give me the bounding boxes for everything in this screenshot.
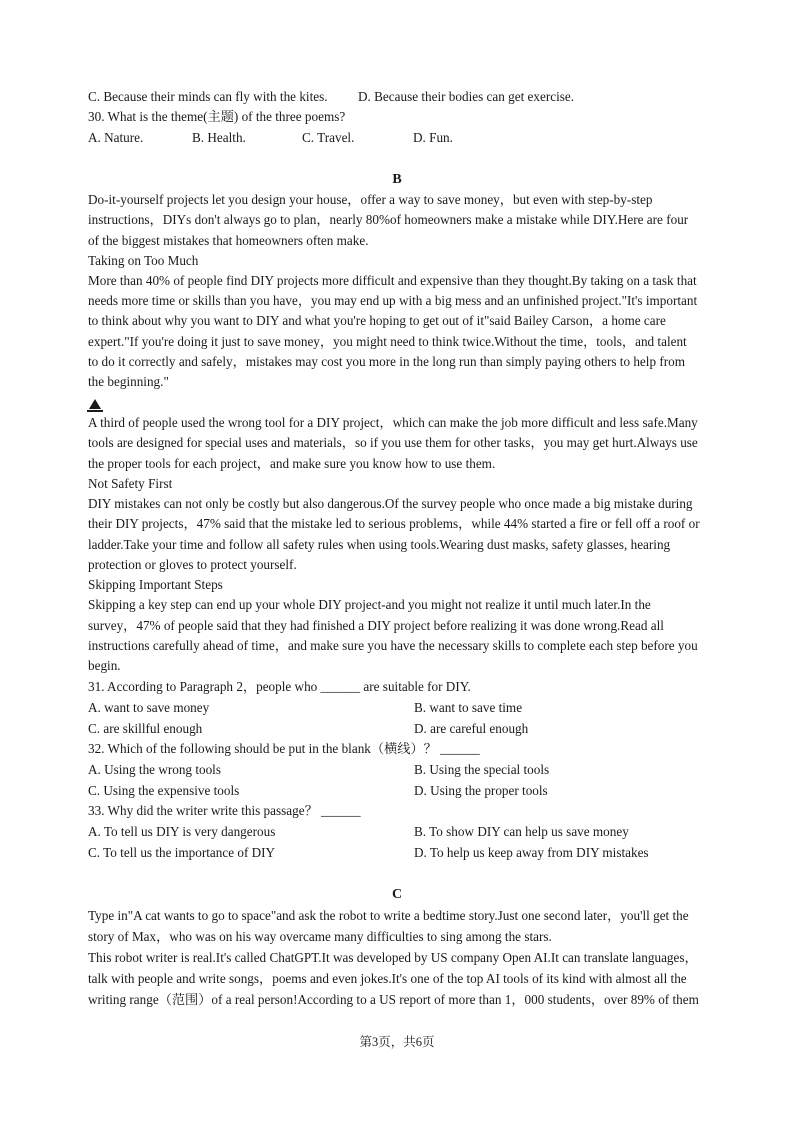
q30-question: 30. What is the theme(主题) of the three poems? bbox=[88, 109, 346, 124]
subheading-taking-on-too-much: Taking on Too Much bbox=[88, 253, 199, 268]
q32-option-d: D. Using the proper tools bbox=[414, 783, 548, 798]
q30-option-a: A. Nature. bbox=[88, 130, 144, 145]
q30-option-b: B. Health. bbox=[192, 130, 246, 145]
q31-option-a: A. want to save money bbox=[88, 700, 210, 715]
page-number: 第3页，共6页 bbox=[359, 1035, 435, 1049]
paragraph-line: instructions carefully ahead of time，and make sure you have the necessary skills to complete each step before you bbox=[88, 638, 698, 653]
paragraph-line: Skipping a key step can end up your whole DIY project-and you might not realize it until much later.In the bbox=[88, 597, 651, 612]
paragraph-line: Type in"A cat wants to go to space"and ask the robot to write a bedtime story.Just one second later，you'll get the bbox=[88, 908, 689, 923]
paragraph-line: to think about why you want to DIY and what you're hoping to get out of it"said Bailey Carson，a home care bbox=[88, 313, 666, 328]
q32-question: 32. Which of the following should be put in the blank（横线）？ ______ bbox=[88, 741, 480, 756]
paragraph-line: the proper tools for each project，and make sure you know how to use them. bbox=[88, 456, 496, 471]
section-c-heading: C bbox=[391, 887, 403, 902]
q30-option-d: D. Fun. bbox=[413, 130, 453, 145]
section-b-heading: B bbox=[392, 172, 402, 187]
section-b-intro-line: Do-it-yourself projects let you design your house，offer a way to save money，but even with step-by-step bbox=[88, 192, 653, 207]
q33-option-a: A. To tell us DIY is very dangerous bbox=[88, 824, 276, 839]
paragraph-line: protection or gloves to protect yourself. bbox=[88, 557, 297, 572]
paragraph-line: More than 40% of people find DIY projects more difficult and expensive than they thought.By taking on a task that bbox=[88, 273, 697, 288]
q29-option-c: C. Because their minds can fly with the kites. bbox=[88, 89, 328, 104]
q33-option-c: C. To tell us the importance of DIY bbox=[88, 845, 276, 860]
section-b-intro-line: instructions，DIYs don't always go to plan，nearly 80%of homeowners make a mistake while DIY.Here are four bbox=[88, 212, 689, 227]
paragraph-line: tools are designed for special uses and materials，so if you use them for other tasks，you may get hurt.Always use bbox=[88, 435, 698, 450]
subheading-skipping-important-steps: Skipping Important Steps bbox=[88, 577, 223, 592]
q30-option-c: C. Travel. bbox=[302, 130, 355, 145]
q31-option-d: D. are careful enough bbox=[414, 721, 529, 736]
paragraph-line: A third of people used the wrong tool for a DIY project，which can make the job more difficult and less safe.Many bbox=[88, 415, 698, 430]
section-b-intro-line: of the biggest mistakes that homeowners often make. bbox=[88, 233, 369, 248]
q29-option-d: D. Because their bodies can get exercise. bbox=[358, 89, 575, 104]
paragraph-line: the beginning." bbox=[88, 374, 169, 389]
q33-option-b: B. To show DIY can help us save money bbox=[414, 824, 629, 839]
paragraph-line: begin. bbox=[88, 658, 121, 673]
paragraph-line: ladder.Take your time and follow all safety rules when using tools.Wearing dust masks, safety glasses, hearing bbox=[88, 537, 671, 552]
paragraph-line: writing range（范围）of a real person!According to a US report of more than 1，000 students，over 89% of them bbox=[88, 992, 699, 1007]
q33-option-d: D. To help us keep away from DIY mistakes bbox=[414, 845, 649, 860]
paragraph-line: talk with people and write songs，poems and even jokes.It's one of the top AI tools of its kind with almost all the bbox=[88, 971, 687, 986]
q32-option-c: C. Using the expensive tools bbox=[88, 783, 240, 798]
q33-question: 33. Why did the writer write this passage？ ______ bbox=[88, 803, 361, 818]
q31-question: 31. According to Paragraph 2，people who ______ are suitable for DIY. bbox=[88, 679, 471, 694]
q31-option-b: B. want to save time bbox=[414, 700, 523, 715]
q31-option-c: C. are skillful enough bbox=[88, 721, 203, 736]
paragraph-line: survey，47% of people said that they had finished a DIY project before realizing it was done wrong.Read all bbox=[88, 618, 664, 633]
paragraph-line: DIY mistakes can not only be costly but also dangerous.Of the survey people who once made a big mistake during bbox=[88, 496, 693, 511]
paragraph-line: expert."If you're doing it just to save money，you might need to think twice.Without the time，tools，and talent bbox=[88, 334, 687, 349]
paragraph-line: This robot writer is real.It's called ChatGPT.It was developed by US company Open AI.It can translate languages， bbox=[88, 950, 698, 965]
subheading-not-safety-first: Not Safety First bbox=[88, 476, 173, 491]
paragraph-line: story of Max，who was on his way overcame many difficulties to sing among the stars. bbox=[88, 929, 552, 944]
q32-option-a: A. Using the wrong tools bbox=[88, 762, 221, 777]
paragraph-line: needs more time or skills than you have，you may end up with a big mess and an unfinished project."It's important bbox=[88, 293, 698, 308]
paragraph-line: their DIY projects，47% said that the mistake led to serious problems，while 44% started a fire or fell off a roof or bbox=[88, 516, 700, 531]
q32-option-b: B. Using the special tools bbox=[414, 762, 550, 777]
paragraph-line: to do it correctly and safely，mistakes may cost you more in the long run than simply paying others to help from bbox=[88, 354, 685, 369]
